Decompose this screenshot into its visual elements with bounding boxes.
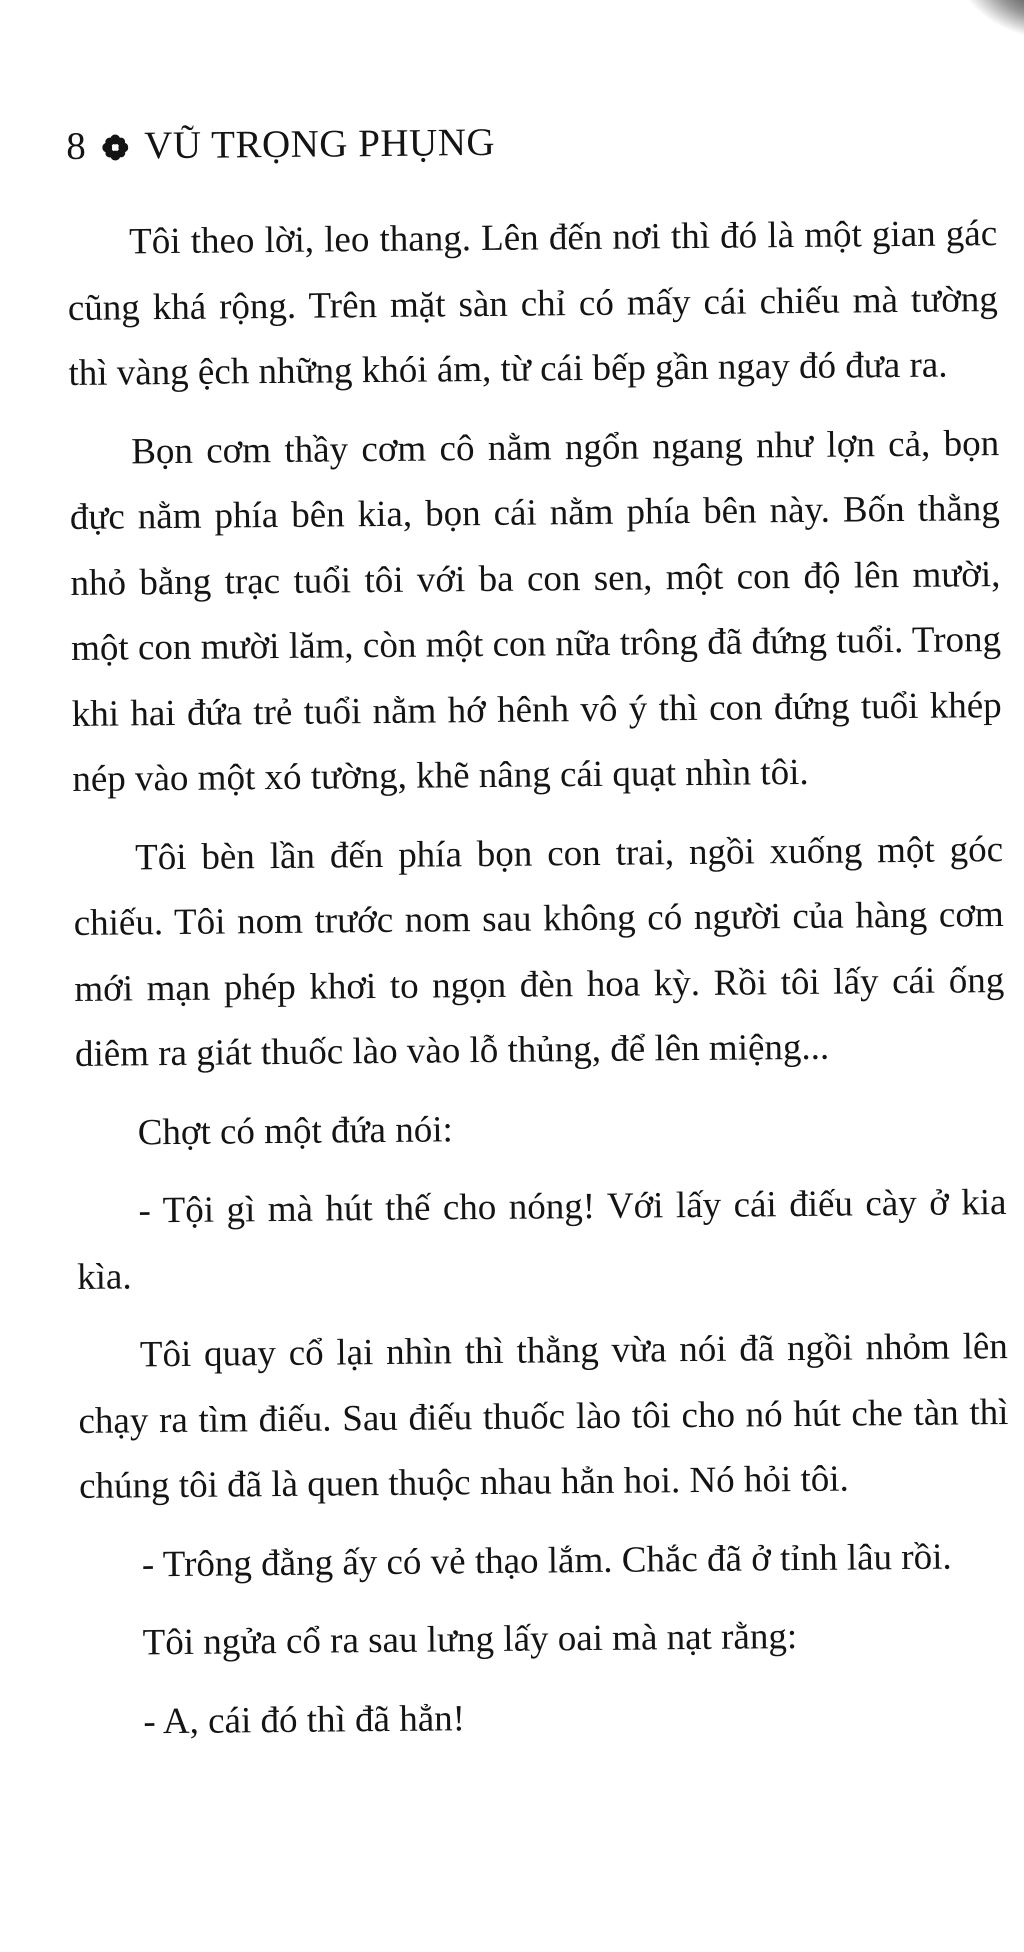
paragraph: Tôi bèn lần đến phía bọn con trai, ngồi xuống một góc chiếu. Tôi nom trước nom sau không có người của hàng cơm mới mạn phép khơi to ngọn đèn hoa kỳ. Rồi tôi lấy cái ống diêm ra giát thuốc lào vào lỗ thủng, để lên miệng... bbox=[73, 828, 1005, 1075]
flower-ornament-icon bbox=[102, 134, 128, 160]
dialogue-line: - Trông đằng ấy có vẻ thạo lắm. Chắc đã ở tỉnh lâu rồi. bbox=[141, 1536, 952, 1585]
paragraph: Tôi quay cổ lại nhìn thì thằng vừa nói đã ngồi nhỏm lên chạy ra tìm điếu. Sau điếu thuốc lào tôi cho nó hút che tàn thì chúng tôi đã là quen thuộc nhau hẳn hoi. Nó hỏi tôi. bbox=[78, 1326, 1009, 1507]
paragraph: Bọn cơm thầy cơm cô nằm ngổn ngang như lợn cả, bọn đực nằm phía bên kia, bọn cái nằm phía bên này. Bốn thằng nhỏ bằng trạc tuổi tôi với ba con sen, một con độ lên mười, một con mười lăm, còn một con nữa trông đã đứng tuổi. Trong khi hai đứa trẻ tuổi nằm hớ hênh vô ý thì con đứng tuổi khép nép vào một xó tường, khẽ nâng cái quạt nhìn tôi. bbox=[69, 422, 1002, 800]
paragraph: Tôi theo lời, leo thang. Lên đến nơi thì đó là một gian gác cũng khá rộng. Trên mặt sàn chỉ có mấy cái chiếu mà tường thì vàng ệch những khói ám, từ cái bếp gần ngay đó đưa ra. bbox=[67, 213, 998, 394]
paragraph: Chợt có một đứa nói: bbox=[137, 1108, 453, 1153]
author-name: VŨ TRỌNG PHỤNG bbox=[144, 120, 496, 167]
dialogue-line: - A, cái đó thì đã hẳn! bbox=[143, 1697, 466, 1742]
body-text bbox=[67, 201, 1012, 1755]
page-number: 8 bbox=[66, 124, 87, 168]
paragraph: Tôi ngửa cổ ra sau lưng lấy oai mà nạt rằng: bbox=[142, 1616, 798, 1664]
dialogue-line: - Tội gì mà hút thế cho nóng! Với lấy cái điếu cày ở kia kìa. bbox=[76, 1182, 1007, 1298]
running-header bbox=[66, 109, 996, 174]
page-corner-shadow bbox=[947, 0, 1024, 46]
book-page bbox=[66, 109, 1012, 1755]
